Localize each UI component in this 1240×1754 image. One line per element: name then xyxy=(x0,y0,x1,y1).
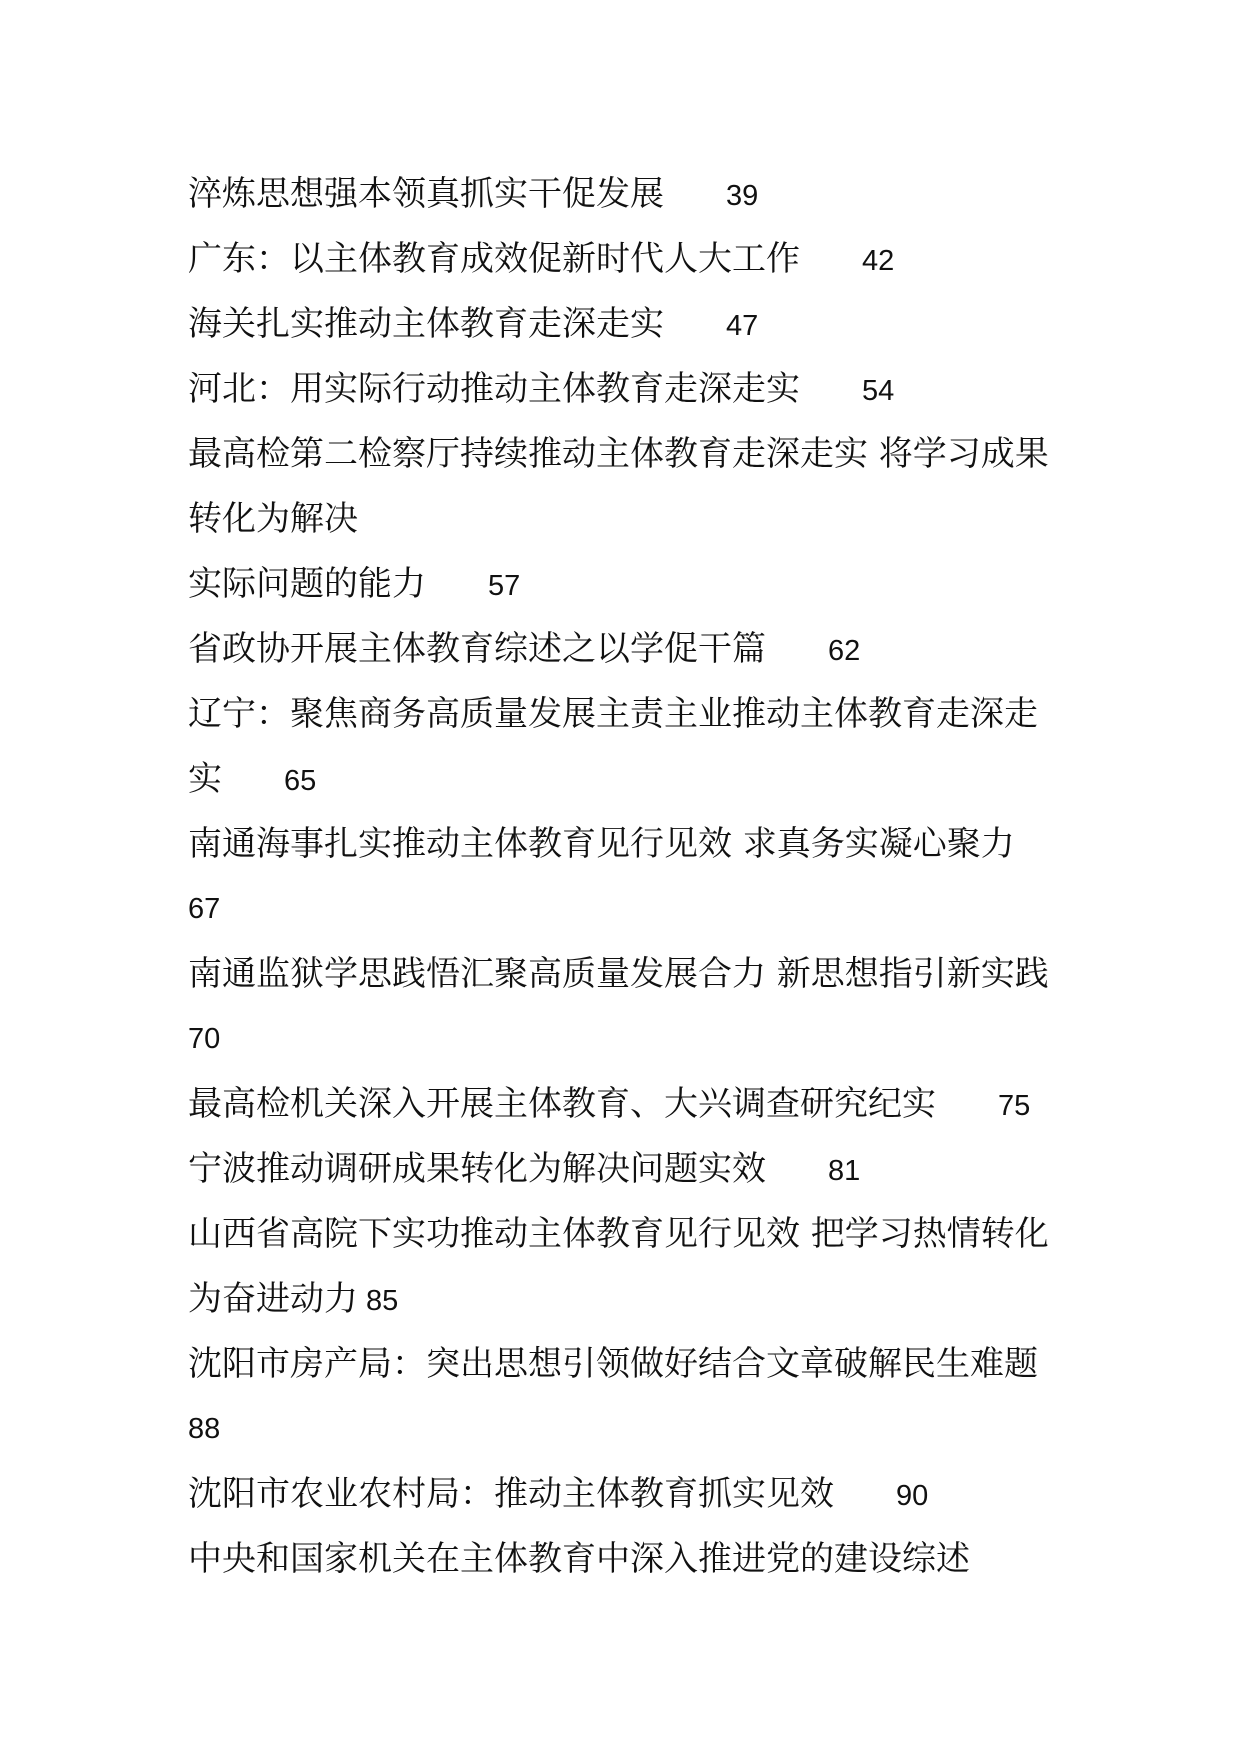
toc-entry[interactable] xyxy=(188,617,1068,682)
toc-entry-title: 河北：用实际行动推动主体教育走深走实 xyxy=(188,369,800,409)
toc-entry-page: 65 xyxy=(284,765,317,797)
toc-entry[interactable] xyxy=(188,357,1068,422)
toc-entry-title: 省政协开展主体教育综述之以学促干篇 xyxy=(188,629,766,669)
toc-entry-page: 54 xyxy=(862,375,895,407)
toc-entry-page: 88 xyxy=(188,1413,221,1445)
toc-entry-title: 沈阳市房产局：突出思想引领做好结合文章破解民生难题 xyxy=(188,1344,1038,1384)
toc-entry-title: 最高检机关深入开展主体教育、大兴调查研究纪实 xyxy=(188,1084,936,1124)
toc-entry-title-line: 最高检第二检察厅持续推动主体教育走深走实 将学习成果 xyxy=(188,434,1049,474)
toc-entry-title-line: 山西省高院下实功推动主体教育见行见效 把学习热情转化 xyxy=(188,1214,1049,1254)
toc-entry[interactable] xyxy=(188,162,1068,227)
toc-entry-title: 广东：以主体教育成效促新时代人大工作 xyxy=(188,239,800,279)
toc-entry-title: 海关扎实推动主体教育走深走实 xyxy=(188,304,664,344)
toc-entry[interactable] xyxy=(188,1202,1068,1332)
toc-entry-page: 47 xyxy=(726,310,759,342)
toc-entry-title: 沈阳市农业农村局：推动主体教育抓实见效 xyxy=(188,1474,834,1514)
toc-entry-page: 85 xyxy=(366,1285,399,1317)
toc-entry[interactable] xyxy=(188,1137,1068,1202)
toc-entry-title: 南通海事扎实推动主体教育见行见效 求真务实凝心聚力 xyxy=(188,824,1015,864)
toc-entry[interactable] xyxy=(188,812,1068,942)
toc-entry[interactable] xyxy=(188,227,1068,292)
toc-entry[interactable] xyxy=(188,942,1068,1072)
toc-entry-title-line: 为奋进动力 xyxy=(188,1279,358,1319)
toc-entry[interactable] xyxy=(188,1072,1068,1137)
toc-entry-page: 67 xyxy=(188,893,221,925)
toc-entry-page: 70 xyxy=(188,1023,221,1055)
toc-entry-page: 81 xyxy=(828,1155,861,1187)
table-of-contents xyxy=(188,162,1068,1592)
toc-entry-title: 中央和国家机关在主体教育中深入推进党的建设综述 xyxy=(188,1539,970,1579)
toc-entry[interactable] xyxy=(188,1332,1068,1462)
toc-entry-page: 42 xyxy=(862,245,895,277)
toc-entry[interactable] xyxy=(188,682,1068,812)
toc-entry[interactable] xyxy=(188,292,1068,357)
toc-entry-page: 62 xyxy=(828,635,861,667)
toc-entry-title: 宁波推动调研成果转化为解决问题实效 xyxy=(188,1149,766,1189)
toc-entry[interactable] xyxy=(188,1527,1068,1592)
toc-entry[interactable] xyxy=(188,1462,1068,1527)
toc-entry-page: 90 xyxy=(896,1480,929,1512)
toc-entry-page: 57 xyxy=(488,570,521,602)
toc-entry-page: 39 xyxy=(726,180,759,212)
toc-entry-title-line: 转化为解决 xyxy=(188,499,358,539)
toc-entry-title: 南通监狱学思践悟汇聚高质量发展合力 新思想指引新实践 xyxy=(188,954,1049,994)
toc-entry-title-line: 实际问题的能力 xyxy=(188,564,426,604)
toc-entry-page: 75 xyxy=(998,1090,1031,1122)
toc-entry-title-line: 辽宁：聚焦商务高质量发展主责主业推动主体教育走深走 xyxy=(188,694,1038,734)
toc-entry-title: 淬炼思想强本领真抓实干促发展 xyxy=(188,174,664,214)
toc-entry[interactable] xyxy=(188,422,1068,617)
toc-entry-title-line: 实 xyxy=(188,759,222,799)
